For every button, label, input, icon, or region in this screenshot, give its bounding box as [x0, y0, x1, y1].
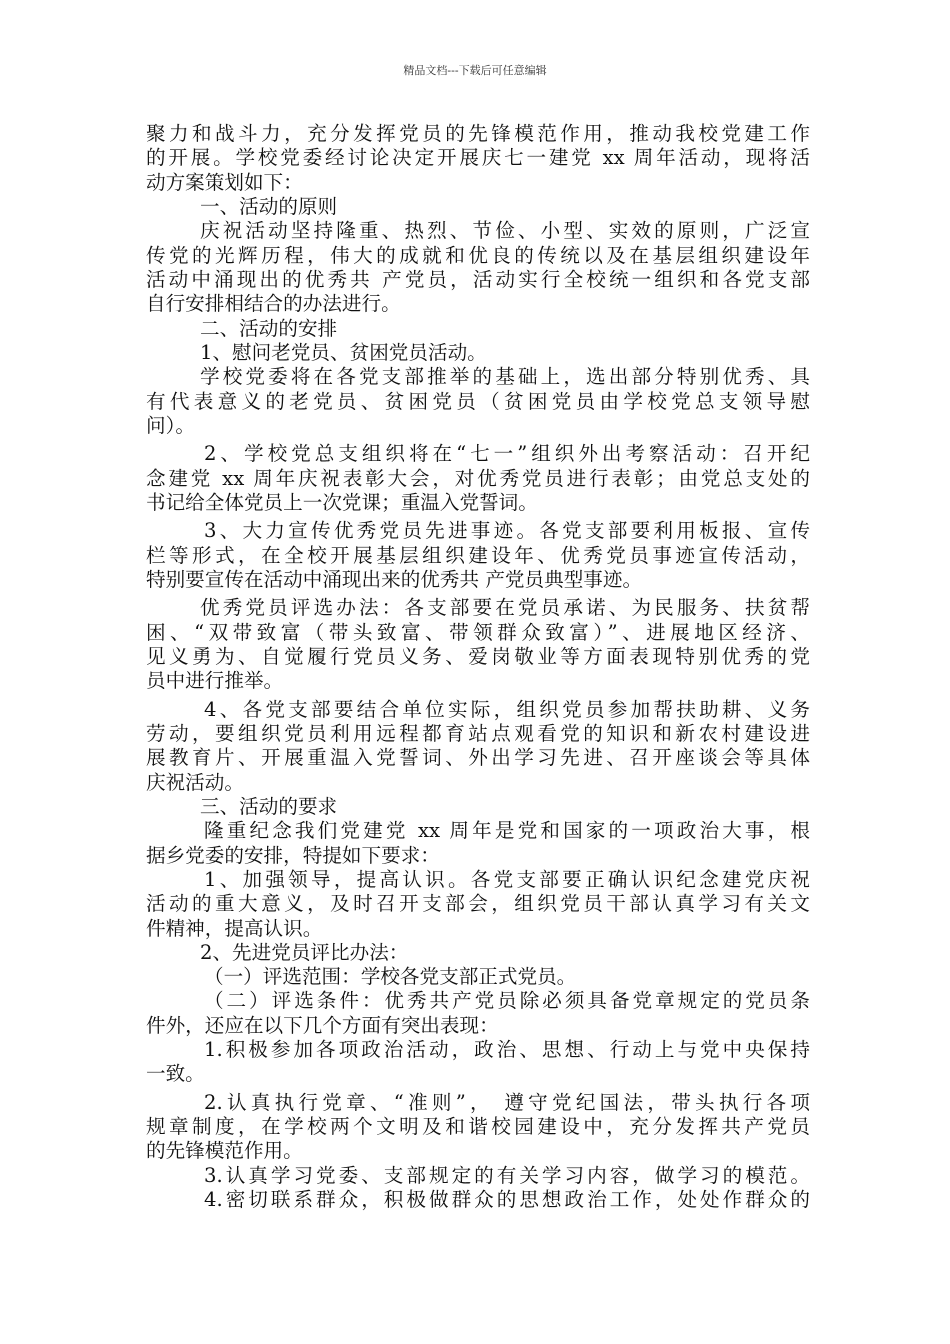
body-line: 4、各党支部要结合单位实际，组织党员参加帮扶助耕、义务	[204, 697, 810, 721]
body-line: 动方案策划如下：	[146, 170, 303, 194]
body-line: 规章制度，在学校两个文明及和谐校园建设中，充分发挥共产党员	[146, 1115, 810, 1139]
body-line: 1.积极参加各项政治活动，政治、思想、行动上与党中央保持	[204, 1038, 810, 1062]
body-line: 有代表意义的老党员、贫困党员（贫困党员由学校党总支领导慰	[146, 389, 810, 413]
body-line: 2、先进党员评比办法：	[200, 940, 409, 964]
body-line: 自行安排相结合的办法进行。	[146, 292, 401, 316]
body-line: 栏等形式，在全校开展基层组织建设年、优秀党员事迹宣传活动，	[146, 543, 810, 567]
body-line: 特别要宣传在活动中涌现出来的优秀共 产党员典型事迹。	[146, 567, 643, 591]
document-body	[146, 122, 810, 1212]
body-line: 4.密切联系群众，积极做群众的思想政治工作，处处作群众的	[204, 1188, 810, 1212]
body-line: 据乡党委的安排，特提如下要求：	[146, 843, 440, 867]
section-heading: 三、活动的要求	[200, 794, 338, 818]
body-line: 劳动，要组织党员利用远程都育站点观看党的知识和新农村建设进	[146, 721, 810, 745]
body-line: 2.认真执行党章、“准则”， 遵守党纪国法，带头执行各项	[204, 1090, 810, 1114]
body-line: 问）。	[146, 413, 195, 437]
body-line: 活动的重大意义，及时召开支部会，组织党员干部认真学习有关文	[146, 892, 810, 916]
body-line: 书记给全体党员上一次党课；重温入党誓词。	[146, 490, 538, 514]
body-line: 困、“双带致富（带头致富、带领群众致富）”、进展地区经济、	[146, 620, 810, 644]
body-line: 的开展。学校党委经讨论决定开展庆七一建党 xx 周年活动，现将活	[146, 146, 810, 170]
body-line: （二）评选条件：优秀共产党员除必须具备党章规定的党员条	[204, 989, 810, 1013]
body-line: 3、大力宣传优秀党员先进事迹。各党支部要利用板报、宣传	[204, 519, 810, 543]
body-line: 3.认真学习党委、支部规定的有关学习内容，做学习的模范。	[204, 1163, 810, 1187]
body-line: 员中进行推举。	[146, 669, 284, 693]
body-line: 隆重纪念我们党建党 xx 周年是党和国家的一项政治大事，根	[204, 819, 810, 843]
body-line: 见义勇为、自觉履行党员义务、爱岗敬业等方面表现特别优秀的党	[146, 644, 810, 668]
body-line: 活动中涌现出的优秀共 产党员，活动实行全校统一组织和各党支部	[146, 267, 810, 291]
body-line: 庆祝活动。	[146, 770, 244, 794]
body-line: （一）评选范围：学校各党支部正式党员。	[204, 965, 577, 989]
body-line: 2、学校党总支组织将在“七一”组织外出考察活动：召开纪	[204, 442, 810, 466]
section-heading: 一、活动的原则	[200, 194, 338, 218]
page-header: 精品文档---下载后可任意编辑	[403, 64, 547, 77]
body-line: 优秀党员评选办法：各支部要在党员承诺、为民服务、扶贫帮	[200, 596, 810, 620]
body-line: 件精神，提高认识。	[146, 916, 323, 940]
body-line: 一致。	[146, 1062, 205, 1086]
body-line: 庆祝活动坚持隆重、热烈、节俭、小型、实效的原则，广泛宣	[200, 219, 810, 243]
body-line: 件外，还应在以下几个方面有突出表现：	[146, 1013, 499, 1037]
body-line: 1、慰问老党员、贫困党员活动。	[200, 340, 487, 364]
body-line: 的先锋模范作用。	[146, 1139, 303, 1163]
body-line: 传党的光辉历程，伟大的成就和优良的传统以及在基层组织建设年	[146, 243, 810, 267]
section-heading: 二、活动的安排	[200, 316, 338, 340]
body-line: 学校党委将在各党支部推举的基础上，选出部分特别优秀、具	[200, 365, 810, 389]
body-line: 展教育片、开展重温入党誓词、外出学习先进、召开座谈会等具体	[146, 746, 810, 770]
body-line: 聚力和战斗力，充分发挥党员的先锋模范作用，推动我校党建工作	[146, 122, 810, 145]
body-line: 念建党 xx 周年庆祝表彰大会，对优秀党员进行表彰；由党总支处的	[146, 466, 810, 490]
body-line: 1、加强领导，提高认识。各党支部要正确认识纪念建党庆祝	[204, 867, 810, 891]
